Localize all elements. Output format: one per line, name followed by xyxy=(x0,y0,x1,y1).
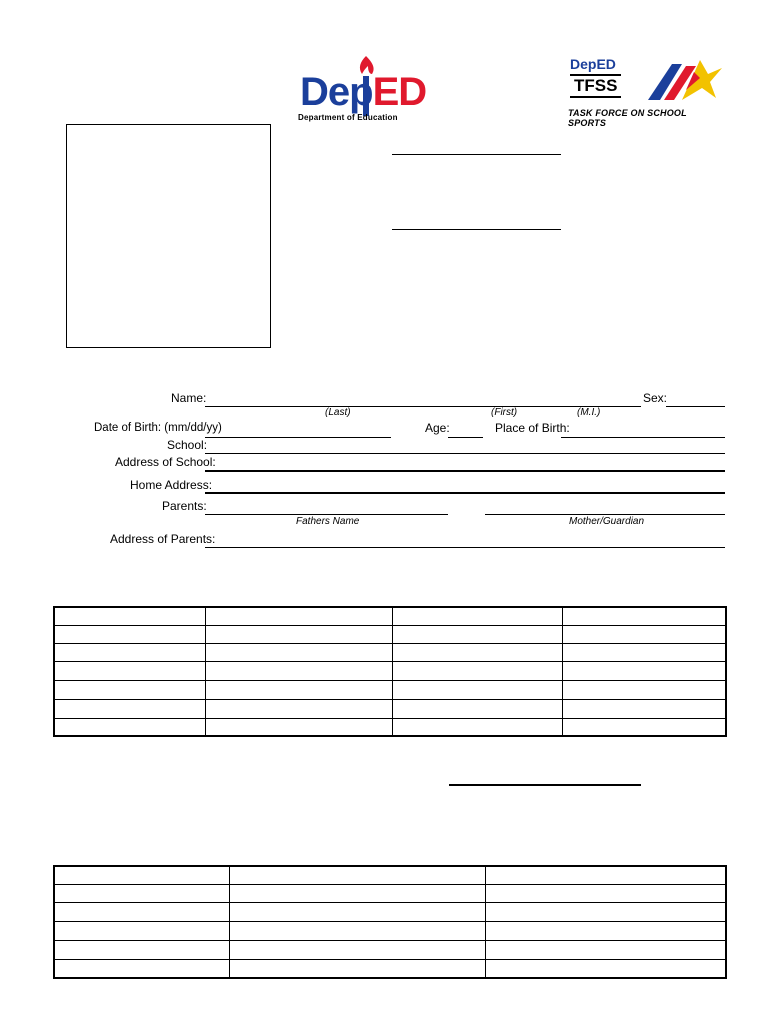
table-row xyxy=(54,699,726,718)
school-label: School: xyxy=(167,438,208,452)
name-field[interactable] xyxy=(205,406,641,407)
table-cell[interactable] xyxy=(229,866,485,884)
table-cell[interactable] xyxy=(485,902,726,921)
table-cell[interactable] xyxy=(485,884,726,902)
deped-logo-caption: Department of Education xyxy=(298,113,398,122)
table-cell[interactable] xyxy=(54,699,205,718)
age-field[interactable] xyxy=(448,437,483,438)
table-row xyxy=(54,607,726,625)
top-blank-line-1[interactable] xyxy=(392,154,561,155)
table-cell[interactable] xyxy=(392,607,562,625)
deped-logo xyxy=(296,52,436,126)
table-row xyxy=(54,625,726,643)
photo-box xyxy=(66,124,271,348)
table-cell[interactable] xyxy=(205,643,392,661)
name-label: Name: xyxy=(171,391,207,405)
mother-hint: Mother/Guardian xyxy=(569,516,645,527)
deped-logo-text: DepED xyxy=(300,70,427,114)
address-of-school-field[interactable] xyxy=(205,470,725,472)
table-cell[interactable] xyxy=(392,643,562,661)
table-cell[interactable] xyxy=(485,959,726,978)
table-row xyxy=(54,718,726,736)
table-cell[interactable] xyxy=(562,661,726,680)
table-cell[interactable] xyxy=(229,940,485,959)
sex-label: Sex: xyxy=(643,391,668,405)
sex-field[interactable] xyxy=(666,406,725,407)
table-row xyxy=(54,902,726,921)
table-cell[interactable] xyxy=(392,625,562,643)
table-row xyxy=(54,643,726,661)
table-cell[interactable] xyxy=(562,718,726,736)
signature-line[interactable] xyxy=(449,784,641,786)
top-blank-line-2[interactable] xyxy=(392,229,561,230)
table-cell[interactable] xyxy=(54,625,205,643)
table-row xyxy=(54,884,726,902)
table-cell[interactable] xyxy=(54,680,205,699)
dob-field[interactable] xyxy=(205,437,391,438)
place-of-birth-field[interactable] xyxy=(561,437,725,438)
first-hint: (First) xyxy=(491,407,518,418)
father-name-field[interactable] xyxy=(205,514,448,515)
table-row xyxy=(54,940,726,959)
table-cell[interactable] xyxy=(229,902,485,921)
address-of-parents-field[interactable] xyxy=(205,547,725,548)
table-cell[interactable] xyxy=(562,699,726,718)
table-cell[interactable] xyxy=(229,921,485,940)
table-cell[interactable] xyxy=(562,625,726,643)
tfss-caption: TASK FORCE ON SCHOOL SPORTS xyxy=(568,108,687,128)
age-label: Age: xyxy=(425,421,450,435)
table-cell[interactable] xyxy=(205,607,392,625)
table-cell[interactable] xyxy=(205,718,392,736)
table-cell[interactable] xyxy=(392,699,562,718)
table-cell[interactable] xyxy=(54,661,205,680)
table-2 xyxy=(53,865,727,979)
place-of-birth-label: Place of Birth: xyxy=(495,421,570,435)
table-cell[interactable] xyxy=(205,680,392,699)
table-cell[interactable] xyxy=(54,921,229,940)
table-cell[interactable] xyxy=(392,680,562,699)
table-cell[interactable] xyxy=(562,607,726,625)
table-cell[interactable] xyxy=(54,607,205,625)
table-row xyxy=(54,921,726,940)
tfss-abbr: TFSS xyxy=(570,74,621,98)
table-cell[interactable] xyxy=(392,718,562,736)
table-row xyxy=(54,680,726,699)
table-row xyxy=(54,661,726,680)
home-address-field[interactable] xyxy=(205,492,725,494)
table-cell[interactable] xyxy=(485,921,726,940)
table-row xyxy=(54,866,726,884)
table-cell[interactable] xyxy=(485,866,726,884)
table-row xyxy=(54,959,726,978)
table-1 xyxy=(53,606,727,737)
home-address-label: Home Address: xyxy=(130,478,213,492)
address-of-parents-label: Address of Parents: xyxy=(110,532,216,546)
table-cell[interactable] xyxy=(205,661,392,680)
dob-label: Date of Birth: (mm/dd/yy) xyxy=(94,422,222,434)
table-cell[interactable] xyxy=(54,643,205,661)
tfss-deped-text: DepED xyxy=(570,56,616,72)
tfss-star-graphic xyxy=(638,50,724,106)
parents-label: Parents: xyxy=(162,499,207,513)
school-field[interactable] xyxy=(205,453,725,454)
table-cell[interactable] xyxy=(229,884,485,902)
table-cell[interactable] xyxy=(54,959,229,978)
table-cell[interactable] xyxy=(54,940,229,959)
address-of-school-label: Address of School: xyxy=(115,455,216,469)
father-hint: Fathers Name xyxy=(296,516,360,527)
last-hint: (Last) xyxy=(325,407,351,418)
table-cell[interactable] xyxy=(54,718,205,736)
tfss-logo xyxy=(566,50,726,128)
mother-guardian-field[interactable] xyxy=(485,514,725,515)
table-cell[interactable] xyxy=(485,940,726,959)
table-cell[interactable] xyxy=(54,884,229,902)
table-cell[interactable] xyxy=(229,959,485,978)
table-cell[interactable] xyxy=(54,902,229,921)
table-cell[interactable] xyxy=(54,866,229,884)
mi-hint: (M.I.) xyxy=(577,407,601,418)
table-cell[interactable] xyxy=(205,625,392,643)
table-cell[interactable] xyxy=(562,643,726,661)
table-cell[interactable] xyxy=(562,680,726,699)
table-cell[interactable] xyxy=(205,699,392,718)
table-cell[interactable] xyxy=(392,661,562,680)
